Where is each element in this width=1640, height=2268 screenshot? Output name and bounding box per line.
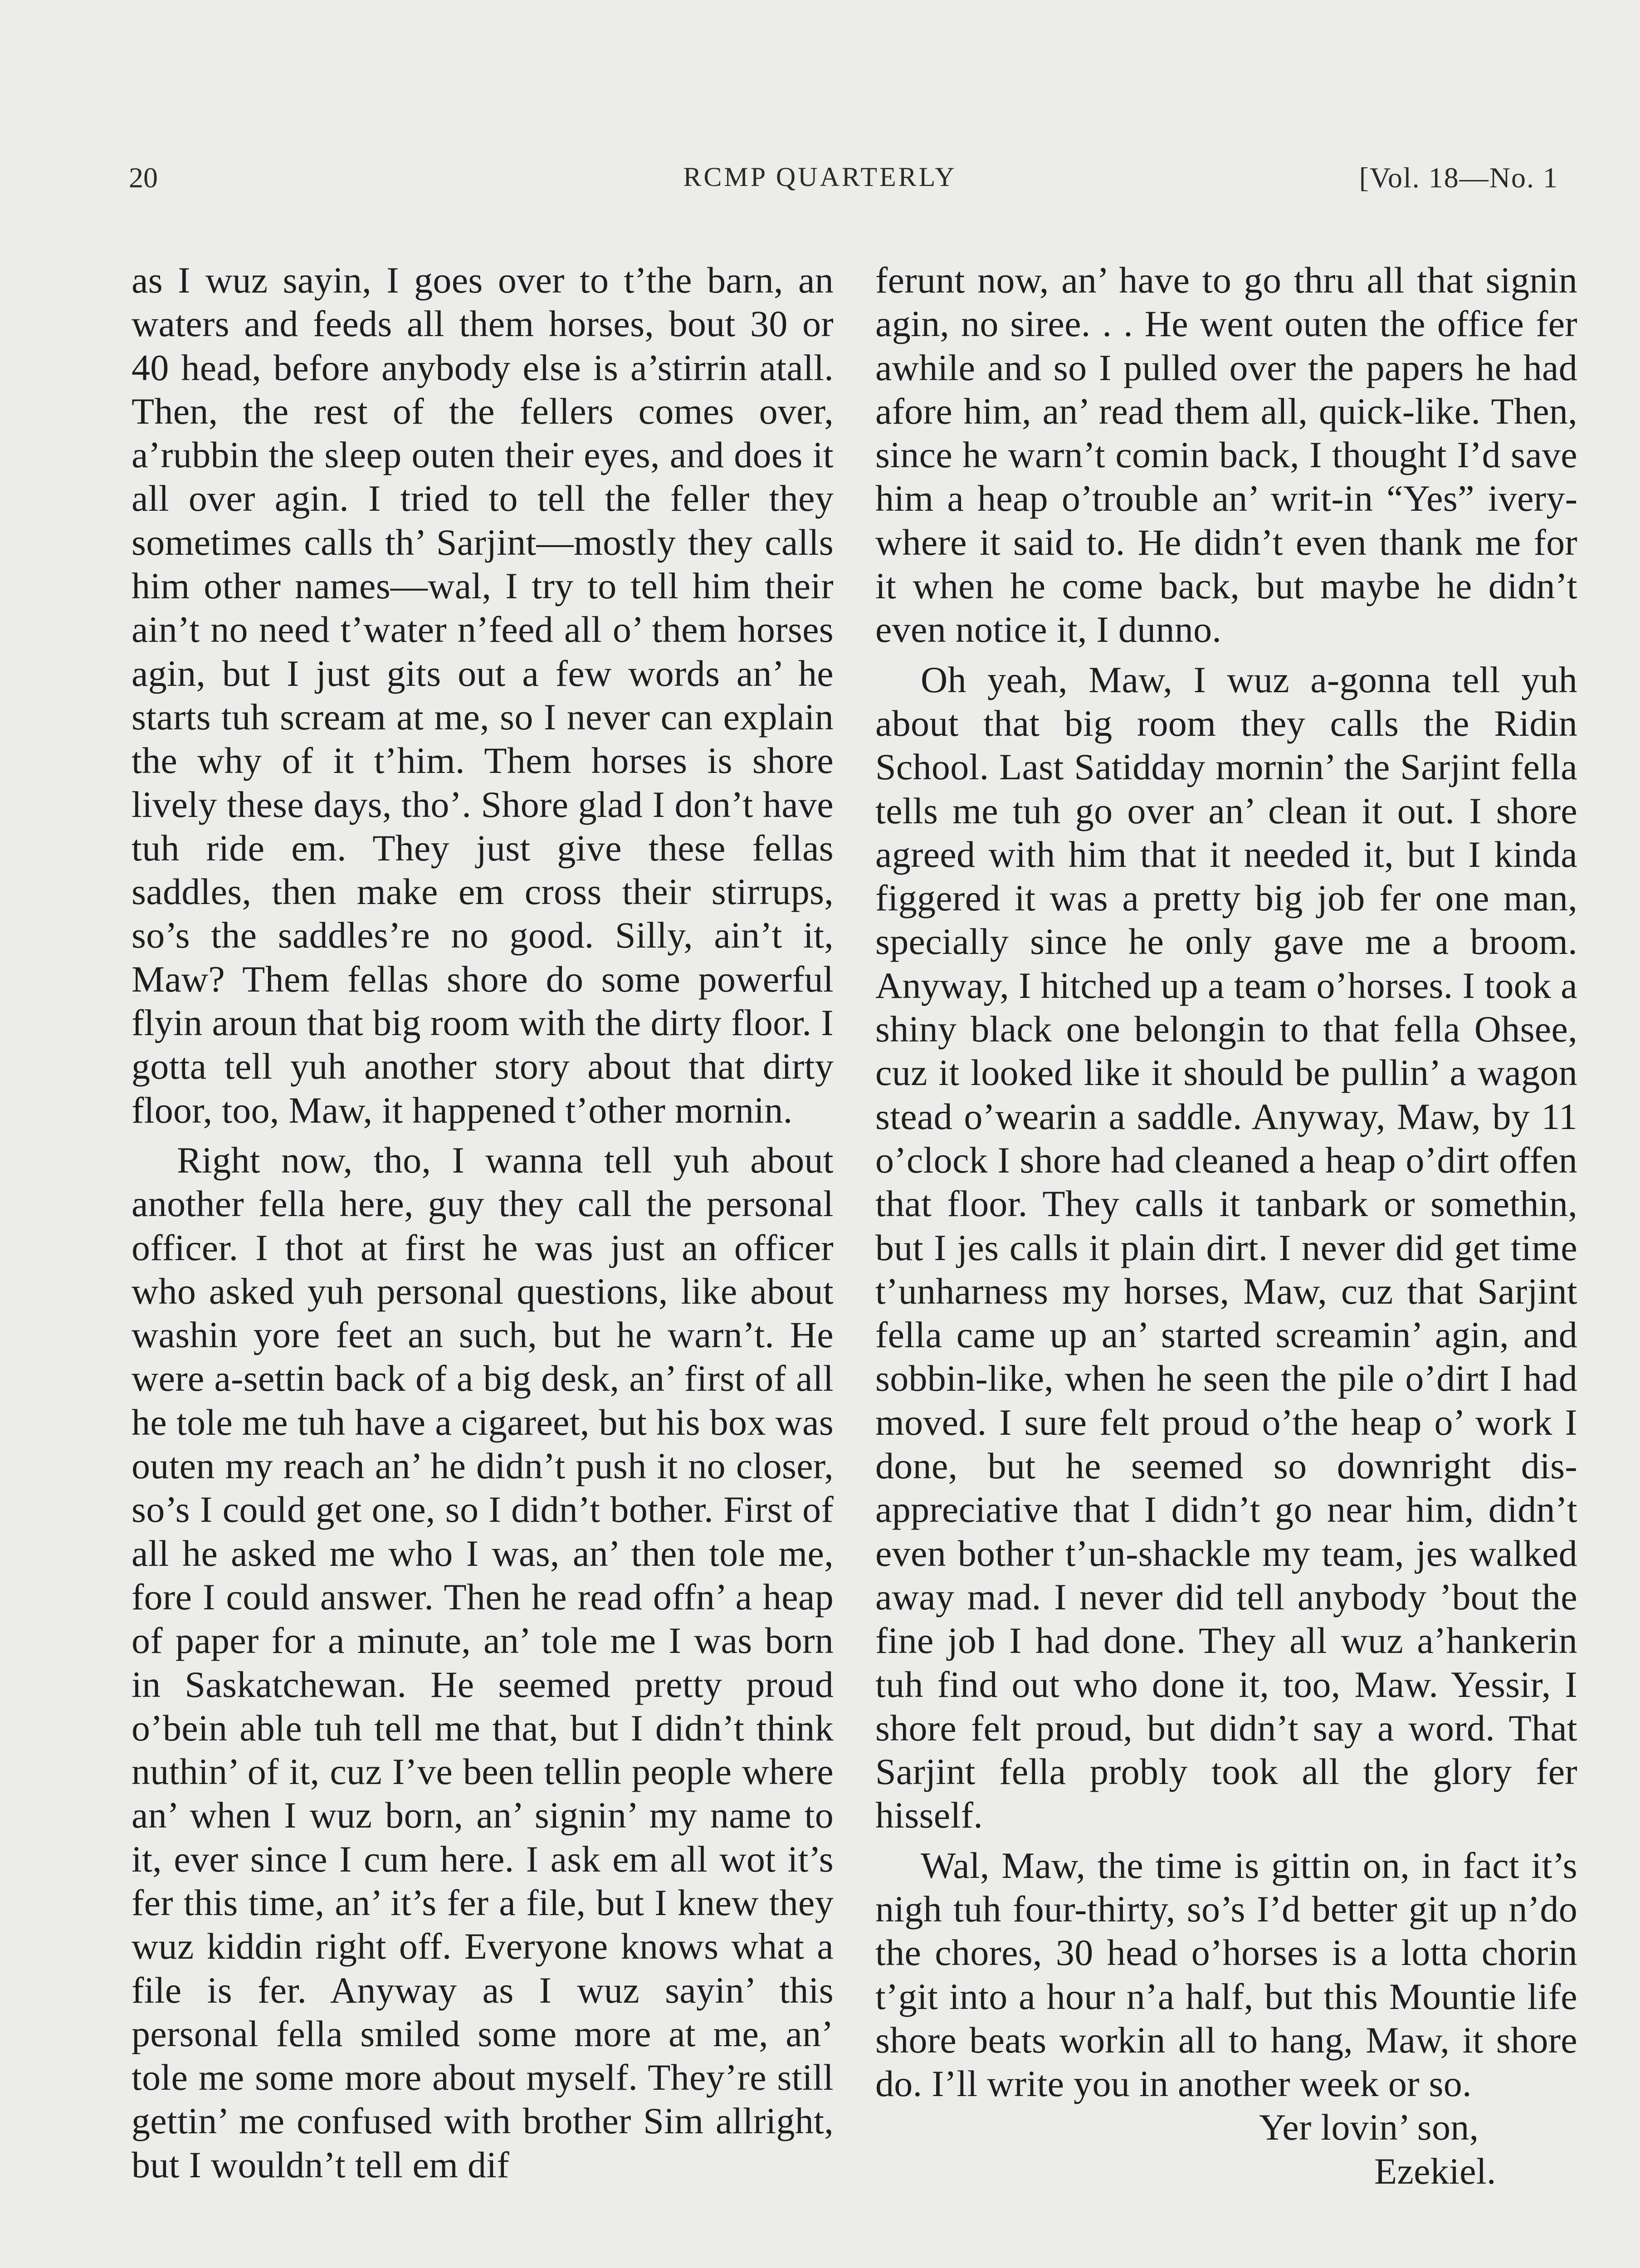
- body-paragraph: Right now, tho, I wanna tell yuh about another fella here, guy they call the personal officer. I thot at first he was just an officer who asked yuh personal questions, like about washin yore feet an such, but he warn’t. He were a-settin back of a big desk, an’ first of all he tole me tuh have a cigareet, but his box was outen my reach an’ he didn’t push it no closer, so’s I could get one, so I didn’t bother. First of all he asked me who I was, an’ then tole me, fore I could answer. Then he read offn’ a heap of paper for a minute, an’ tole me I was born in Saskatchewan. He seemed pretty proud o’bein able tuh tell me that, but I didn’t think nuthin’ of it, cuz I’ve been tellin people where an’ when I wuz born, an’ signin’ my name to it, ever since I cum here. I ask em all wot it’s fer this time, an’ it’s fer a file, but I knew they wuz kiddin right off. Everyone knows what a file is fer. Anyway as I wuz sayin’ this personal fella smiled some more at me, an’ tole me some more about myself. They’re still gettin’ me confused with brother Sim allright, but I wouldn’t tell em dif: [132, 1139, 834, 2185]
- running-title: RCMP QUARTERLY: [683, 162, 957, 192]
- page-number: 20: [129, 161, 158, 194]
- right-column: [875, 259, 1577, 2193]
- signature: Ezekiel.: [1374, 2150, 1496, 2192]
- volume-label: [Vol. 18—No. 1: [1359, 161, 1558, 194]
- body-paragraph: Oh yeah, Maw, I wuz a-gonna tell yuh about that big room they calls the Ridin School. Last Satidday mornin’ the Sarjint fella tells me tuh go over an’ clean it out. I shore agreed with him that it needed it, but I kinda figgered it was a pretty big job fer one man, specially since he only gave me a broom. Anyway, I hitched up a team o’horses. I took a shiny black one belongin to that fella Ohsee, cuz it looked like it should be pullin’ a wagon stead o’wearin a saddle. Anyway, Maw, by 11 o’clock I shore had cleaned a heap o’dirt offen that floor. They calls it tanbark or somethin, but I jes calls it plain dirt. I never did get time t’unharness my horses, Maw, cuz that Sarjint fella came up an’ started screamin’ agin, and sobbin-like, when he seen the pile o’dirt I had moved. I sure felt proud o’the heap o’ work I done, but he seemed so downright dis-appreciative that I didn’t go near him, didn’t even bother t’un-shackle my team, jes walked away mad. I never did tell anybody ’bout the fine job I had done. They all wuz a’hankerin tuh find out who done it, too, Maw. Yessir, I shore felt proud, but didn’t say a word. That Sarjint fella probly took all the glory fer hisself.: [875, 659, 1577, 1836]
- body-paragraph: as I wuz sayin, I goes over to t’the barn, an waters and feeds all them horses, bout 30 or 40 head, before anybody else is a’stirrin atall. Then, the rest of the fellers comes over, a’rubbin the sleep outen their eyes, and does it all over agin. I tried to tell the feller they sometimes calls th’ Sarjint—mostly they calls him other names—wal, I try to tell him their ain’t no need t’water n’feed all o’ them horses agin, but I just gits out a few words an’ he starts tuh scream at me, so I never can explain the why of it t’him. Them horses is shore lively these days, tho’. Shore glad I don’t have tuh ride em. They just give these fellas saddles, then make em cross their stirrups, so’s the saddles’re no good. Silly, ain’t it, Maw? Them fellas shore do some powerful flyin aroun that big room with the dirty floor. I gotta tell yuh another story about that dirty floor, too, Maw, it happened t’other mornin.: [132, 259, 834, 1131]
- closing-salutation: Yer lovin’ son,: [1259, 2107, 1479, 2148]
- left-column: [132, 259, 834, 2187]
- body-paragraph: Wal, Maw, the time is gittin on, in fact it’s nigh tuh four-thirty, so’s I’d better git up n’do the chores, 30 head o’horses is a lotta chorin t’git into a hour n’a half, but this Mountie life shore beats workin all to hang, Maw, it shore do. I’ll write you in another week or so.: [875, 1844, 1577, 2105]
- body-paragraph: ferunt now, an’ have to go thru all that signin agin, no siree. . . He went outen the office fer awhile and so I pulled over the papers he had afore him, an’ read them all, quick-like. Then, since he warn’t comin back, I thought I’d save him a heap o’trouble an’ writ-in “Yes” iverywhere it said to. He didn’t even thank me for it when he come back, but maybe he didn’t even notice it, I dunno.: [875, 259, 1577, 650]
